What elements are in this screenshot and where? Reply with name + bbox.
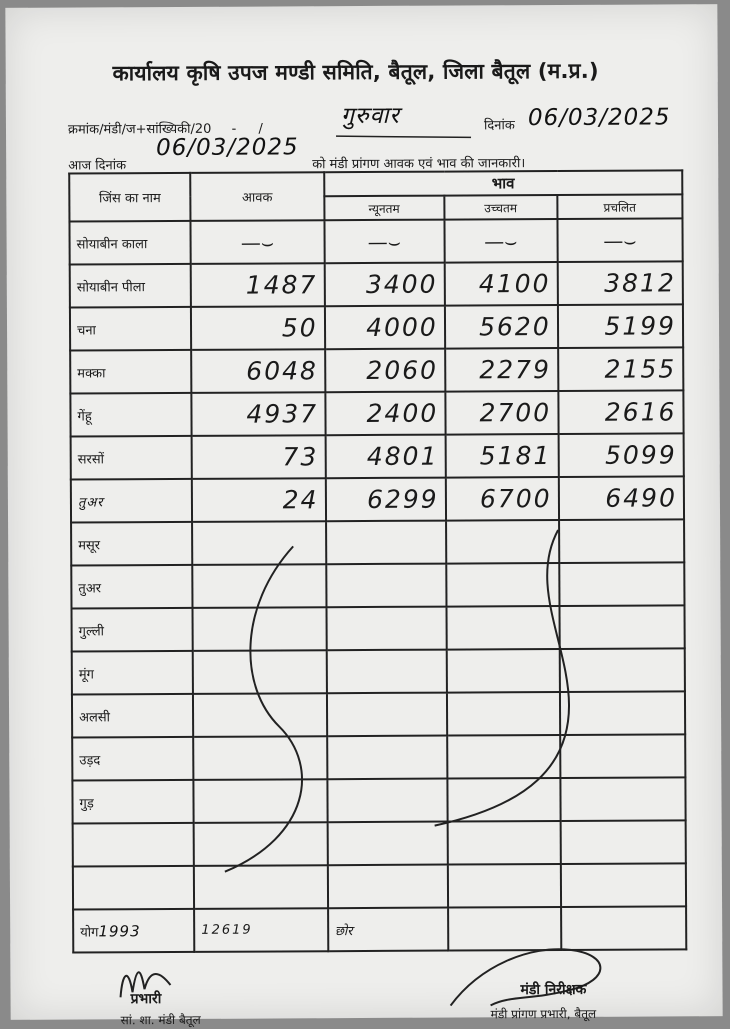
modal-price-cell [560,734,686,778]
modal-price-cell: 2616 [558,390,684,434]
table-row [70,261,683,307]
reference-prefix: क्रमांक/मंडी/ज+सांख्यिकी/20 [67,121,212,138]
table-row [72,777,685,823]
commodity-name: चना [70,307,191,351]
commodity-name: गुड़ [72,780,193,824]
commodity-name [73,823,194,867]
min-price-cell [326,521,446,565]
reference-dash: - [231,121,237,137]
table-row [71,476,684,522]
max-price-cell: —⌣ [444,219,557,263]
modal-price-cell [560,820,686,864]
reference-slash: / [258,121,263,137]
right-signatory-title: मंडी निरीक्षक [520,981,587,999]
table-row [69,218,682,264]
header-modal: प्रचलित [557,194,682,219]
arrival-cell: 1487 [191,263,325,307]
arrival-cell [192,564,326,608]
max-price-cell: 2279 [445,348,558,392]
modal-price-cell [559,562,685,606]
commodity-name: गेंहू [70,393,191,437]
total-label: योग [80,924,99,940]
min-price-cell [327,779,447,823]
arrival-cell: 4937 [192,392,326,436]
min-price-cell [327,693,447,737]
table-row [73,863,686,909]
left-signatory-subtitle: सां. शा. मंडी बैतूल [120,1012,201,1028]
modal-price-cell [561,863,687,907]
commodity-name: तुअर [71,479,192,523]
commodity-name: मूंग [72,651,193,695]
min-price-cell [327,736,447,780]
max-price-cell: 5620 [445,305,558,349]
max-price-cell: 6700 [446,477,559,521]
max-price-cell [448,864,561,908]
arrival-cell [194,822,328,866]
total-row [73,906,686,952]
day-handwritten: गुरुवार [340,102,400,130]
right-signatory-subtitle: मंडी प्रांगण प्रभारी, बैतूल [490,1006,597,1022]
arrival-cell: 6048 [191,349,325,393]
table-row [72,691,685,737]
left-signatory-title: प्रभारी [130,991,162,1008]
commodity-name: सरसों [71,436,192,480]
document-paper [5,4,722,1028]
max-price-cell [447,735,560,779]
table-row [72,734,685,780]
modal-price-cell [559,519,685,563]
arrival-price-table [68,169,687,953]
today-suffix: को मंडी प्रांगण आवक एवं भाव की जानकारी। [312,156,526,173]
modal-price-cell [560,777,686,821]
commodity-name: सोयाबीन पीला [70,264,191,308]
max-price-cell [446,563,559,607]
today-label: आज दिनांक [68,158,127,174]
modal-price-cell [559,648,685,692]
min-price-cell: —⌣ [324,220,444,264]
table-row [70,347,683,393]
table-row [72,648,685,694]
min-price-cell [327,822,447,866]
table-row [71,519,684,565]
header-max: उच्चतम [444,195,557,220]
table-row [71,433,684,479]
max-price-cell [447,692,560,736]
date-handwritten: 06/03/2025 [527,104,671,132]
arrival-cell [192,521,326,565]
modal-price-cell: 3812 [557,261,683,305]
max-price-cell [446,606,559,650]
table-row [70,390,683,436]
commodity-name: अलसी [72,694,193,738]
commodity-name: तुअर [71,565,192,609]
arrival-cell: 24 [192,478,326,522]
today-date-handwritten: 06/03/2025 [156,134,299,162]
arrival-cell [193,650,327,694]
modal-price-cell [560,691,686,735]
header-arrival: आवक [190,172,324,221]
arrival-cell: 73 [192,435,326,479]
arrival-cell: —⌣ [191,220,325,264]
date-label: दिनांक [483,118,515,134]
total-hand-label: 1993 [98,921,141,940]
commodity-name: गुल्ली [72,608,193,652]
arrival-cell [194,779,328,823]
modal-price-cell: —⌣ [557,218,683,262]
max-price-cell: 2700 [445,391,558,435]
commodity-name: उड़द [72,737,193,781]
chhor-cell: छोर [328,908,448,952]
min-price-cell [326,650,446,694]
max-price-cell: 4100 [444,262,557,306]
min-price-cell: 4801 [325,435,445,479]
max-price-cell [446,649,559,693]
total-label-cell [73,909,194,953]
max-price-cell [447,821,560,865]
arrival-cell [193,736,327,780]
max-price-cell: 5181 [445,434,558,478]
min-price-cell: 4000 [325,306,445,350]
arrival-cell [193,693,327,737]
arrival-cell: 50 [191,306,325,350]
modal-price-cell: 5099 [558,433,684,477]
modal-price-cell: 2155 [558,347,684,391]
commodity-name: मसूर [71,522,192,566]
min-price-cell [326,564,446,608]
header-commodity: जिंस का नाम [69,173,190,222]
table-row [70,304,683,350]
table-row [72,605,685,651]
total-empty-cell [561,906,687,950]
commodity-name: मक्का [70,350,191,394]
commodity-name [73,866,194,910]
document-title: कार्यालय कृषि उपज मण्डी समिति, बैतूल, जिला बैतूल (म.प्र.) [112,58,599,86]
modal-price-cell [559,605,685,649]
modal-price-cell: 5199 [558,304,684,348]
max-price-cell [447,778,560,822]
min-price-cell [326,607,446,651]
arrival-cell [193,607,327,651]
modal-price-cell: 6490 [558,476,684,520]
min-price-cell [327,865,447,909]
header-price: भाव [324,170,683,196]
table-row [71,562,684,608]
min-price-cell: 2060 [325,349,445,393]
commodity-name: सोयाबीन काला [69,221,190,265]
table-row [73,820,686,866]
min-price-cell: 3400 [324,263,444,307]
arrival-cell [194,865,328,909]
total-arrival-cell: 12619 [194,908,328,952]
max-price-cell [446,520,559,564]
min-price-cell: 6299 [325,478,445,522]
total-empty-cell [448,907,561,951]
header-min: न्यूनतम [324,196,444,221]
min-price-cell: 2400 [325,392,445,436]
